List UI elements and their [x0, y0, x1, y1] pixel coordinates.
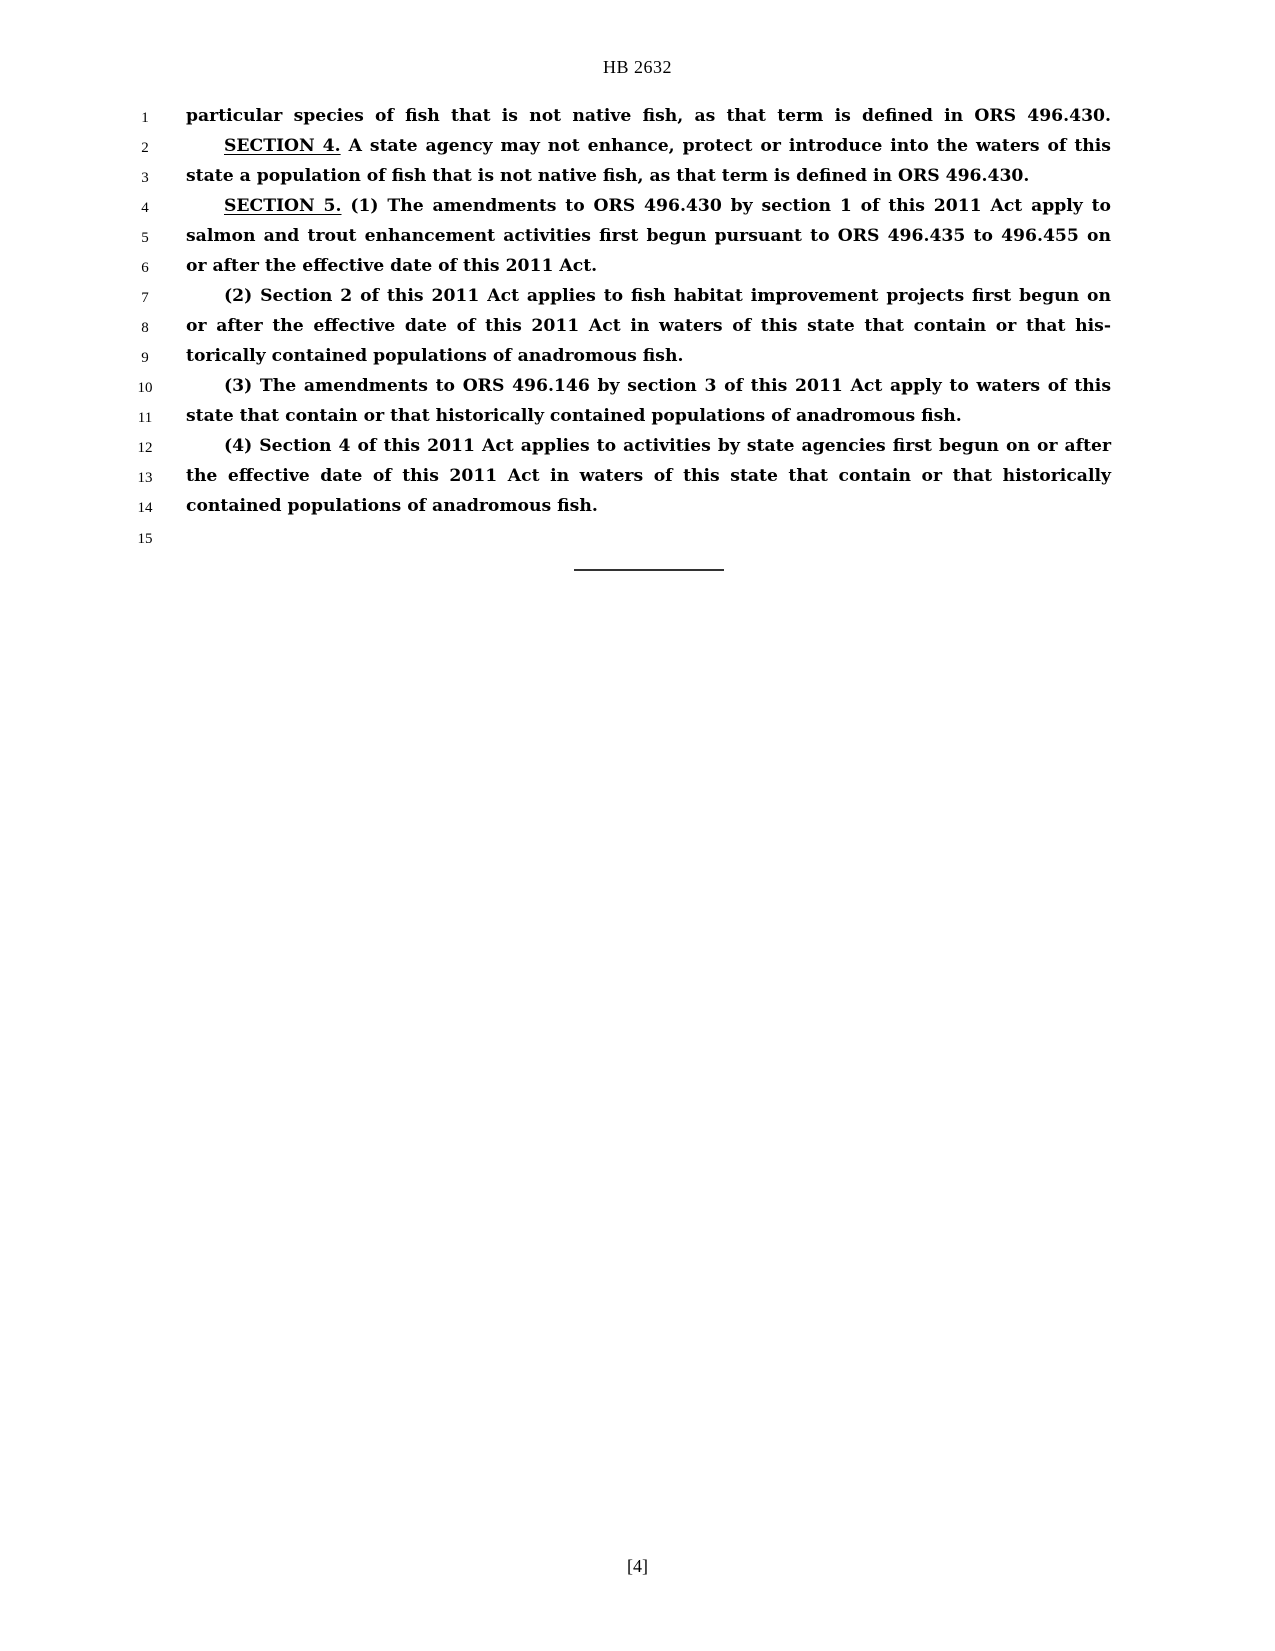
- line-number: 5: [141, 230, 149, 246]
- line-text: state a population of fish that is not native fish, as that term is defined in ORS 496.430.: [186, 166, 1030, 186]
- line-number: 11: [137, 410, 153, 426]
- line-text: salmon and trout enhancement activities first begun pursuant to ORS 496.435 to 496.455 on: [186, 226, 1111, 246]
- line-number: 2: [141, 140, 149, 156]
- line-text: contained populations of anadromous fish.: [186, 496, 598, 516]
- document-line: [0, 134, 1275, 164]
- page-number: [4]: [627, 1556, 648, 1576]
- document-line: [0, 434, 1275, 464]
- line-number: 13: [137, 470, 153, 486]
- bill-header: HB 2632: [602, 57, 672, 77]
- line-number: 7: [141, 290, 149, 306]
- line-number: 15: [137, 531, 153, 547]
- line-number: 8: [141, 320, 149, 336]
- line-text: SECTION 5. (1) The amendments to ORS 496.430 by section 1 of this 2011 Act apply to: [224, 196, 1111, 216]
- line-text: or after the effective date of this 2011 Act.: [186, 256, 598, 276]
- line-number: 14: [137, 500, 153, 516]
- document-line: [0, 344, 1275, 374]
- section-heading: SECTION 4.: [224, 136, 341, 156]
- end-of-bill-rule: [574, 569, 724, 571]
- document-line: [0, 164, 1275, 194]
- document-line: [0, 494, 1275, 524]
- document-line: [0, 525, 1275, 555]
- line-text: the effective date of this 2011 Act in waters of this state that contain or that historically: [186, 466, 1111, 486]
- line-text: or after the effective date of this 2011 Act in waters of this state that contain or that his-: [186, 316, 1111, 336]
- line-number: 6: [141, 260, 149, 276]
- line-text: (4) Section 4 of this 2011 Act applies to activities by state agencies first begun on or after: [224, 436, 1111, 456]
- line-text: torically contained populations of anadromous fish.: [186, 346, 684, 366]
- document-line: [0, 194, 1275, 224]
- line-number: 3: [141, 170, 149, 186]
- line-number: 10: [137, 380, 153, 396]
- document-line: [0, 104, 1275, 134]
- line-text: SECTION 4. A state agency may not enhance, protect or introduce into the waters of this: [224, 136, 1111, 156]
- document-line: [0, 284, 1275, 314]
- document-line: [0, 254, 1275, 284]
- line-text: particular species of fish that is not native fish, as that term is defined in ORS 496.430.: [186, 106, 1111, 126]
- line-text: (3) The amendments to ORS 496.146 by section 3 of this 2011 Act apply to waters of this: [224, 376, 1111, 396]
- document-line: [0, 404, 1275, 434]
- line-number: 1: [141, 110, 149, 126]
- line-number: 4: [141, 200, 149, 216]
- line-number: 12: [137, 440, 153, 456]
- line-text: state that contain or that historically contained populations of anadromous fish.: [186, 406, 962, 426]
- section-heading: SECTION 5.: [224, 196, 342, 216]
- document-line: [0, 314, 1275, 344]
- document-line: [0, 374, 1275, 404]
- line-number: 9: [141, 350, 149, 366]
- document-line: [0, 464, 1275, 494]
- line-text: (2) Section 2 of this 2011 Act applies to fish habitat improvement projects first begun on: [224, 286, 1111, 306]
- document-line: [0, 224, 1275, 254]
